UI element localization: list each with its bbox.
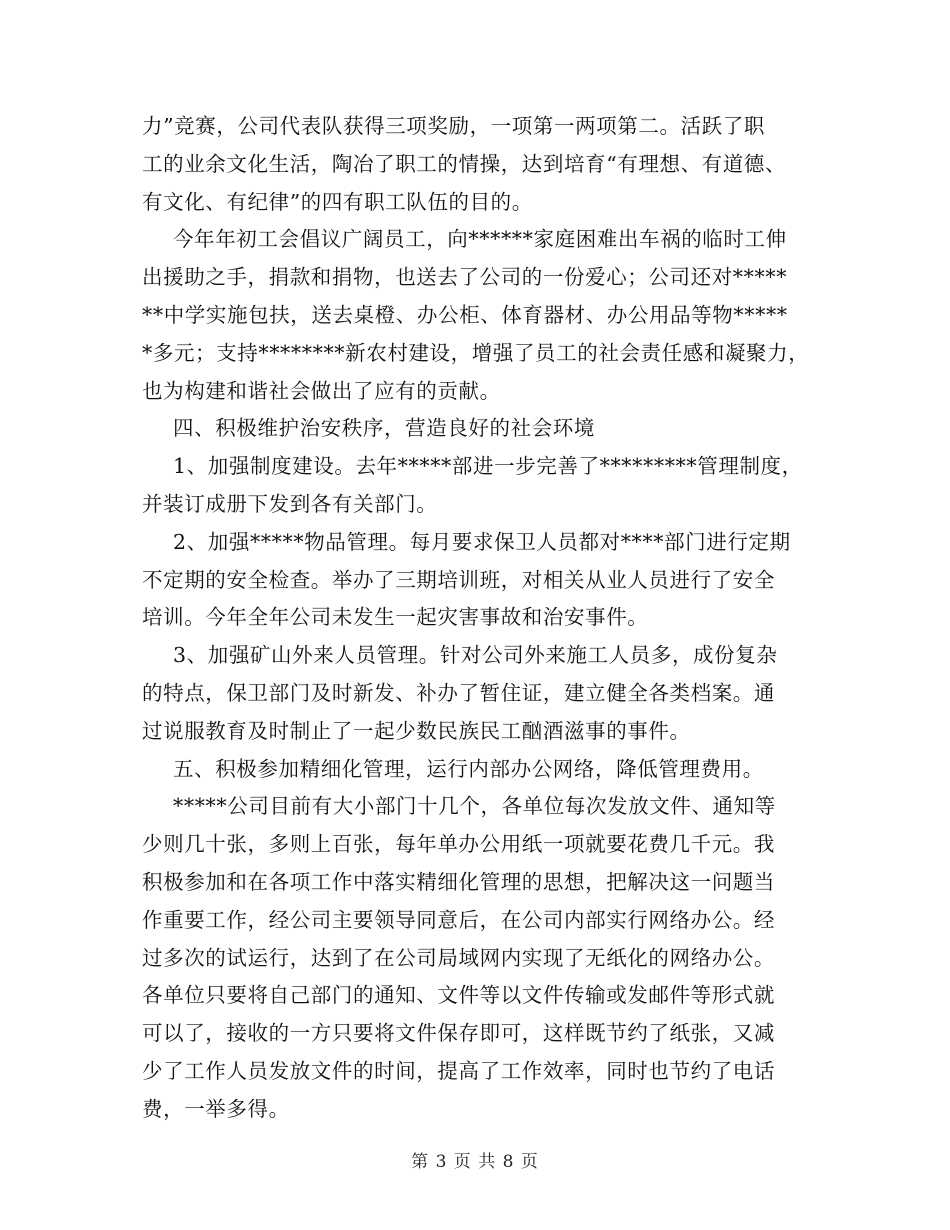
text-line: 各单位只要将自己部门的通知、文件等以文件传输或发邮件等形式就	[142, 983, 775, 1008]
text-line: 出援助之手，捐款和捐物，也送去了公司的一份爱心；公司还对*****	[142, 265, 788, 290]
text-line: *多元；支持********新农村建设，增强了员工的社会责任感和凝聚力，	[142, 340, 810, 365]
text-line: 培训。今年全年公司未发生一起灾害事故和治安事件。	[142, 605, 649, 630]
text-line: 积极参加和在各项工作中落实精细化管理的思想，把解决这一问题当	[142, 869, 775, 894]
document-body	[142, 108, 822, 1129]
page-number-footer: 第 3 页 共 8 页	[411, 1152, 539, 1172]
text-line: 也为构建和谐社会做出了应有的贡献。	[142, 378, 501, 403]
paragraph-start-line: 1、加强制度建设。去年*****部进一步完善了*********管理制度，	[173, 454, 803, 479]
paragraph-start-line: *****公司目前有大小部门十几个，各单位每次发放文件、通知等	[173, 794, 776, 819]
text-line: 并装订成册下发到各有关部门。	[142, 491, 438, 516]
text-line: 可以了，接收的一方只要将文件保存即可，这样既节约了纸张，又减	[142, 1021, 775, 1046]
text-line: 工的业余文化生活，陶冶了职工的情操，达到培育“有理想、有道德、	[142, 151, 787, 176]
text-line: 费，一举多得。	[142, 1096, 290, 1121]
paragraph-start-line: 3、加强矿山外来人员管理。针对公司外来施工人员多，成份复杂	[173, 643, 778, 668]
text-line: 的特点，保卫部门及时新发、补办了暂住证，建立健全各类档案。通	[142, 680, 775, 705]
text-line: 少则几十张，多则上百张，每年单办公用纸一项就要花费几千元。我	[142, 832, 775, 857]
text-line: 不定期的安全检查。举办了三期培训班，对相关从业人员进行了安全	[142, 567, 775, 592]
text-line: 作重要工作，经公司主要领导同意后，在公司内部实行网络办公。经	[142, 907, 775, 932]
section-heading: 四、积极维护治安秩序，营造良好的社会环境	[173, 416, 595, 441]
text-line: 过多次的试运行，达到了在公司局域网内实现了无纸化的网络办公。	[142, 945, 775, 970]
text-line: **中学实施包扶，送去桌橙、办公柜、体育器材、办公用品等物*****	[142, 302, 788, 327]
text-line: 力”竞赛，公司代表队获得三项奖励，一项第一两项第二。活跃了职	[142, 114, 765, 138]
text-line: 过说服教育及时制止了一起少数民族民工酗酒滋事的事件。	[142, 718, 691, 743]
text-line: 有文化、有纪律”的四有职工队伍的目的。	[142, 189, 533, 214]
paragraph-start-line: 2、加强*****物品管理。每月要求保卫人员都对****部门进行定期	[173, 529, 791, 554]
section-heading: 五、积极参加精细化管理，运行内部办公网络，降低管理费用。	[173, 756, 764, 781]
paragraph-start-line: 今年年初工会倡议广阔员工，向******家庭困难出车祸的临时工伸	[173, 227, 787, 252]
text-line: 少了工作人员发放文件的时间，提高了工作效率，同时也节约了电话	[142, 1058, 775, 1083]
